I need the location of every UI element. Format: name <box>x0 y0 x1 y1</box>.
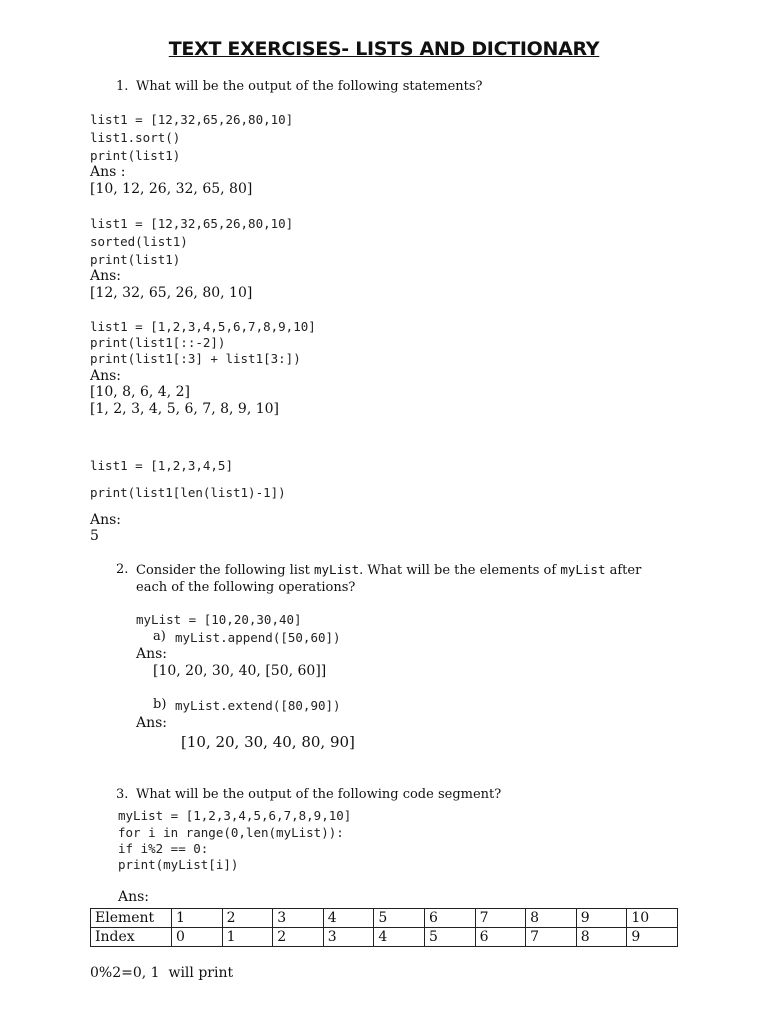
answer: [1, 2, 3, 4, 5, 6, 7, 8, 9, 10] <box>90 401 280 417</box>
code-line: for i in range(0,len(myList)): <box>118 825 344 840</box>
table-cell: 0 <box>172 928 223 947</box>
q2-code-name: myList <box>314 562 360 577</box>
table-cell: 4 <box>323 909 374 928</box>
q2-code-name2: myList <box>560 562 606 577</box>
answer: [10, 8, 6, 4, 2] <box>90 384 190 400</box>
element-index-table <box>90 908 678 947</box>
code-line: myList.append([50,60]) <box>175 630 341 645</box>
table-cell: Element <box>91 909 172 928</box>
table-cell: 1 <box>222 928 273 947</box>
code-line: print(list1) <box>90 252 181 267</box>
ans-label: Ans: <box>136 715 168 731</box>
table-cell: Index <box>91 928 172 947</box>
q2-text <box>136 562 641 578</box>
code-line: myList = [1,2,3,4,5,6,7,8,9,10] <box>118 808 352 823</box>
answer: [10, 20, 30, 40, [50, 60]] <box>153 663 327 679</box>
table-cell: 1 <box>172 909 223 928</box>
q2-text-mid: . What will be the elements of <box>359 563 561 578</box>
table-cell: 6 <box>424 909 475 928</box>
ans-label: Ans : <box>90 164 126 180</box>
part-b-label: b) <box>153 697 167 712</box>
q2-text-pre: Consider the following list <box>136 563 314 578</box>
table-cell: 4 <box>374 928 425 947</box>
table-row <box>91 928 678 947</box>
page-title: TEXT EXERCISES- LISTS AND DICTIONARY <box>168 38 600 60</box>
q1-number: 1. <box>116 79 129 94</box>
code-line: print(list1) <box>90 148 181 163</box>
q2-number: 2. <box>116 562 129 577</box>
table-cell: 7 <box>475 909 526 928</box>
q1-text: What will be the output of the following statements? <box>136 79 483 94</box>
ans-label: Ans: <box>136 646 168 662</box>
code-line: print(list1[:3] + list1[3:]) <box>90 351 301 366</box>
code-line: list1 = [1,2,3,4,5] <box>90 458 233 473</box>
answer: 5 <box>90 528 99 544</box>
code-line: myList.extend([80,90]) <box>175 698 341 713</box>
answer: [12, 32, 65, 26, 80, 10] <box>90 285 253 301</box>
table-row <box>91 909 678 928</box>
table-cell: 3 <box>323 928 374 947</box>
q2-text-line2: each of the following operations? <box>136 580 356 595</box>
table-cell: 7 <box>526 928 577 947</box>
code-line: print(list1[::-2]) <box>90 335 226 350</box>
table-cell: 6 <box>475 928 526 947</box>
table-cell: 9 <box>576 909 627 928</box>
q2-text-post: after <box>605 563 642 578</box>
answer: [10, 12, 26, 32, 65, 80] <box>90 181 253 197</box>
code-line: myList = [10,20,30,40] <box>136 612 302 627</box>
ans-label: Ans: <box>118 889 150 905</box>
code-line: if i%2 == 0: <box>118 841 209 856</box>
table-cell: 8 <box>576 928 627 947</box>
ans-label: Ans: <box>90 512 122 528</box>
ans-label: Ans: <box>90 268 122 284</box>
code-line: print(list1[len(list1)-1]) <box>90 485 286 500</box>
part-a-label: a) <box>153 629 166 644</box>
table-cell: 8 <box>526 909 577 928</box>
table-cell: 9 <box>627 928 678 947</box>
table-cell: 5 <box>374 909 425 928</box>
q3-note: 0%2=0, 1 will print <box>90 965 234 981</box>
table-cell: 2 <box>273 928 324 947</box>
code-line: list1 = [12,32,65,26,80,10] <box>90 112 294 127</box>
ans-label: Ans: <box>90 368 122 384</box>
table-cell: 2 <box>222 909 273 928</box>
table-cell: 10 <box>627 909 678 928</box>
q3-text: What will be the output of the following code segment? <box>136 787 502 802</box>
answer: [10, 20, 30, 40, 80, 90] <box>181 733 355 751</box>
code-line: list1.sort() <box>90 130 181 145</box>
code-line: sorted(list1) <box>90 234 188 249</box>
table-cell: 3 <box>273 909 324 928</box>
table-cell: 5 <box>424 928 475 947</box>
code-line: list1 = [1,2,3,4,5,6,7,8,9,10] <box>90 319 316 334</box>
q3-number: 3. <box>116 787 129 802</box>
code-line: list1 = [12,32,65,26,80,10] <box>90 216 294 231</box>
code-line: print(myList[i]) <box>118 857 239 872</box>
